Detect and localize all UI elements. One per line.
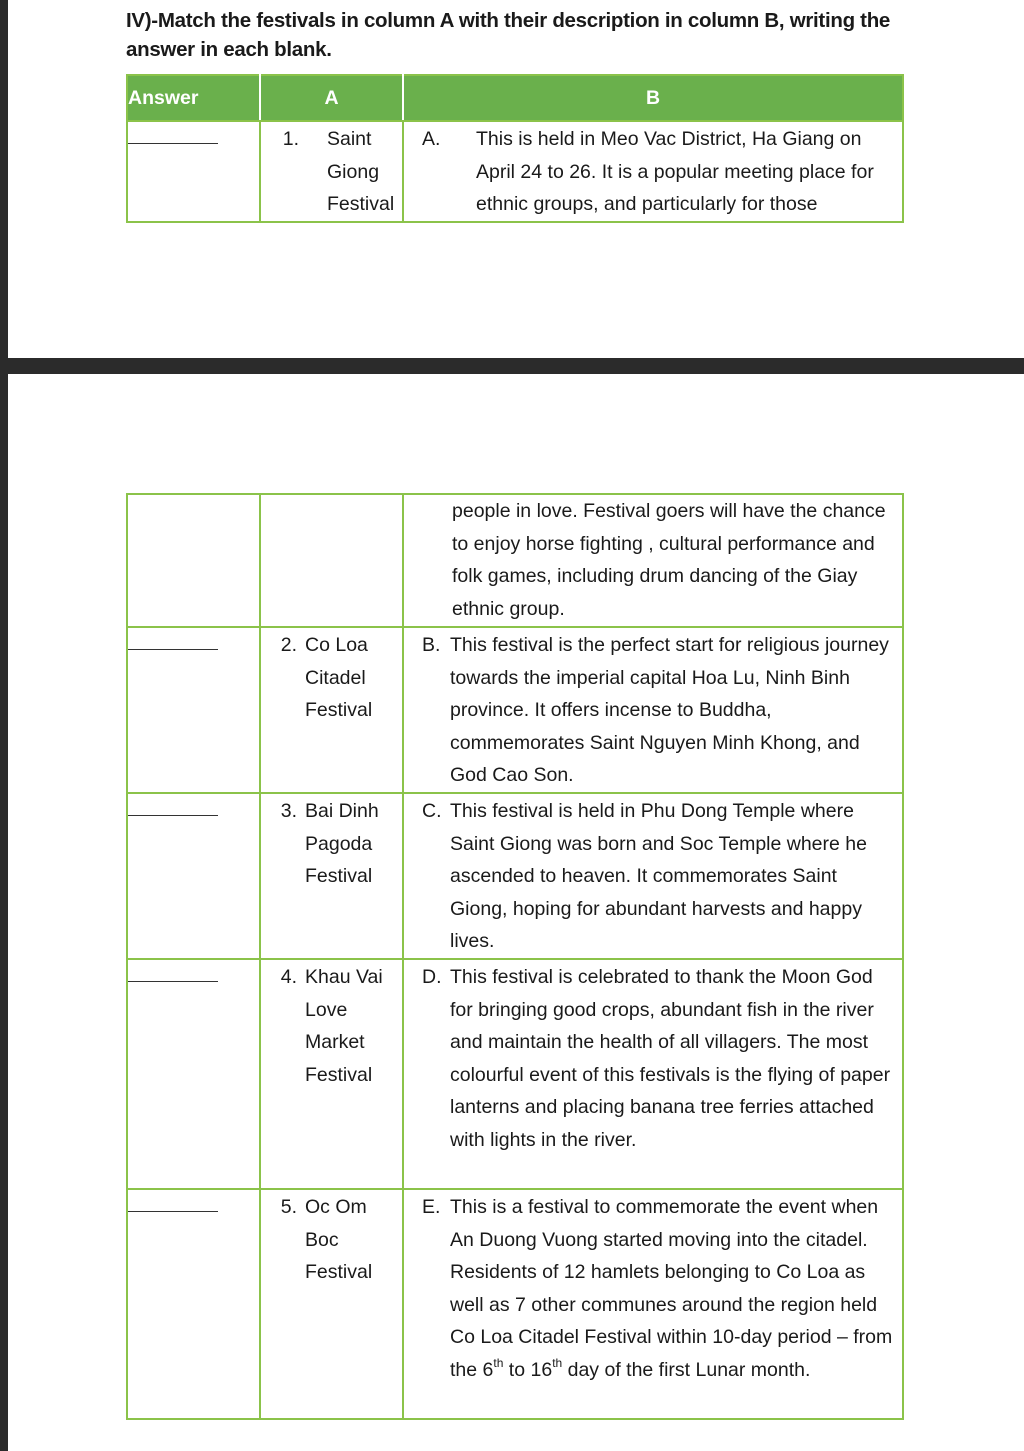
description-continuation: people in love. Festival goers will have the chance to enjoy horse fighting , cultural performance and folk games, including drum dancing of the Giay ethnic group. [403, 494, 903, 627]
page-break-divider [0, 358, 1024, 374]
matching-table-part2 [126, 493, 904, 1420]
superscript-th: th [493, 1355, 504, 1370]
header-column-a: A [260, 75, 403, 121]
festival-name: Saint Giong Festival [327, 128, 395, 216]
item-number: 2. [280, 634, 297, 656]
festival-name: Oc Om Boc Festival [305, 1195, 373, 1284]
header-answer: Answer [127, 75, 260, 121]
table-row [127, 627, 903, 793]
header-column-b: B [403, 75, 903, 121]
item-number: 1. [282, 128, 299, 150]
scan-left-edge [0, 0, 8, 1451]
description-text: This festival is celebrated to thank the Moon God for bringing good crops, abundant fish in the river and maintain the health of all villagers. The most colourful event of this festivals is the flying of paper lanterns and placing banana tree ferries attached with lights in the river. [450, 965, 891, 1151]
table-row [127, 793, 903, 959]
description-cell [403, 121, 903, 222]
description-letter: C. [422, 799, 442, 822]
matching-table-part1 [126, 74, 904, 223]
description-part: This is a festival to commemorate the event when An Duong Vuong started moving into the citadel. Residents of 12 hamlets belonging to Co Loa as well as 7 other communes around the region held Co Loa Citadel Festival within 10-day period – from the 6 [450, 1195, 893, 1381]
answer-blank-4[interactable] [128, 981, 218, 982]
description-cell [403, 627, 903, 793]
table-header-row [127, 75, 903, 121]
festival-cell [260, 121, 403, 222]
item-number: 4. [280, 965, 297, 988]
description-cell [403, 793, 903, 959]
festival-name: Bai Dinh Pagoda Festival [305, 799, 379, 888]
answer-blank-5[interactable] [128, 1211, 218, 1212]
answer-blank-cell[interactable] [127, 959, 260, 1189]
answer-blank-1[interactable] [128, 143, 218, 144]
description-text: This festival is held in Phu Dong Temple where Saint Giong was born and Soc Temple where he ascended to heaven. It commemorates Saint Giong, hoping for abundant harvests and happy lives. [450, 799, 867, 953]
answer-blank-cell[interactable] [127, 121, 260, 222]
answer-blank-cell[interactable] [127, 1189, 260, 1419]
festival-cell-empty [260, 494, 403, 627]
answer-blank-cell[interactable] [127, 793, 260, 959]
description-text: This festival is the perfect start for religious journey towards the imperial capital Hoa Lu, Ninh Binh province. It offers incense to Buddha, commemorates Saint Nguyen Minh Khong, and God Cao Son. [450, 634, 889, 787]
table-row [127, 121, 903, 222]
description-letter: D. [422, 965, 442, 988]
festival-cell [260, 959, 403, 1189]
description-cell [403, 1189, 903, 1419]
description-part: to 16 [503, 1358, 553, 1381]
festival-cell [260, 793, 403, 959]
item-number: 3. [280, 799, 297, 822]
answer-blank-2[interactable] [128, 649, 218, 650]
item-number: 5. [280, 1195, 297, 1218]
answer-blank-cell-empty [127, 494, 260, 627]
festival-name: Khau Vai Love Market Festival [305, 965, 383, 1086]
description-text: This is held in Meo Vac District, Ha Giang on April 24 to 26. It is a popular meeting place for ethnic groups, and particularly for those [476, 128, 874, 216]
superscript-th: th [552, 1355, 563, 1370]
description-part: day of the first Lunar month. [562, 1358, 811, 1381]
festival-cell [260, 627, 403, 793]
table-row [127, 1189, 903, 1419]
description-letter: B. [422, 634, 441, 656]
description-letter: E. [422, 1195, 441, 1218]
festival-cell [260, 1189, 403, 1419]
answer-blank-3[interactable] [128, 815, 218, 816]
description-cell [403, 959, 903, 1189]
festival-name: Co Loa Citadel Festival [305, 634, 373, 722]
description-letter: A. [422, 128, 441, 150]
table-row [127, 494, 903, 627]
answer-blank-cell[interactable] [127, 627, 260, 793]
table-row [127, 959, 903, 1189]
exercise-instruction: IV)-Match the festivals in column A with their description in column B, writing the answer in each blank. [126, 9, 891, 61]
description-text [450, 1191, 894, 1387]
